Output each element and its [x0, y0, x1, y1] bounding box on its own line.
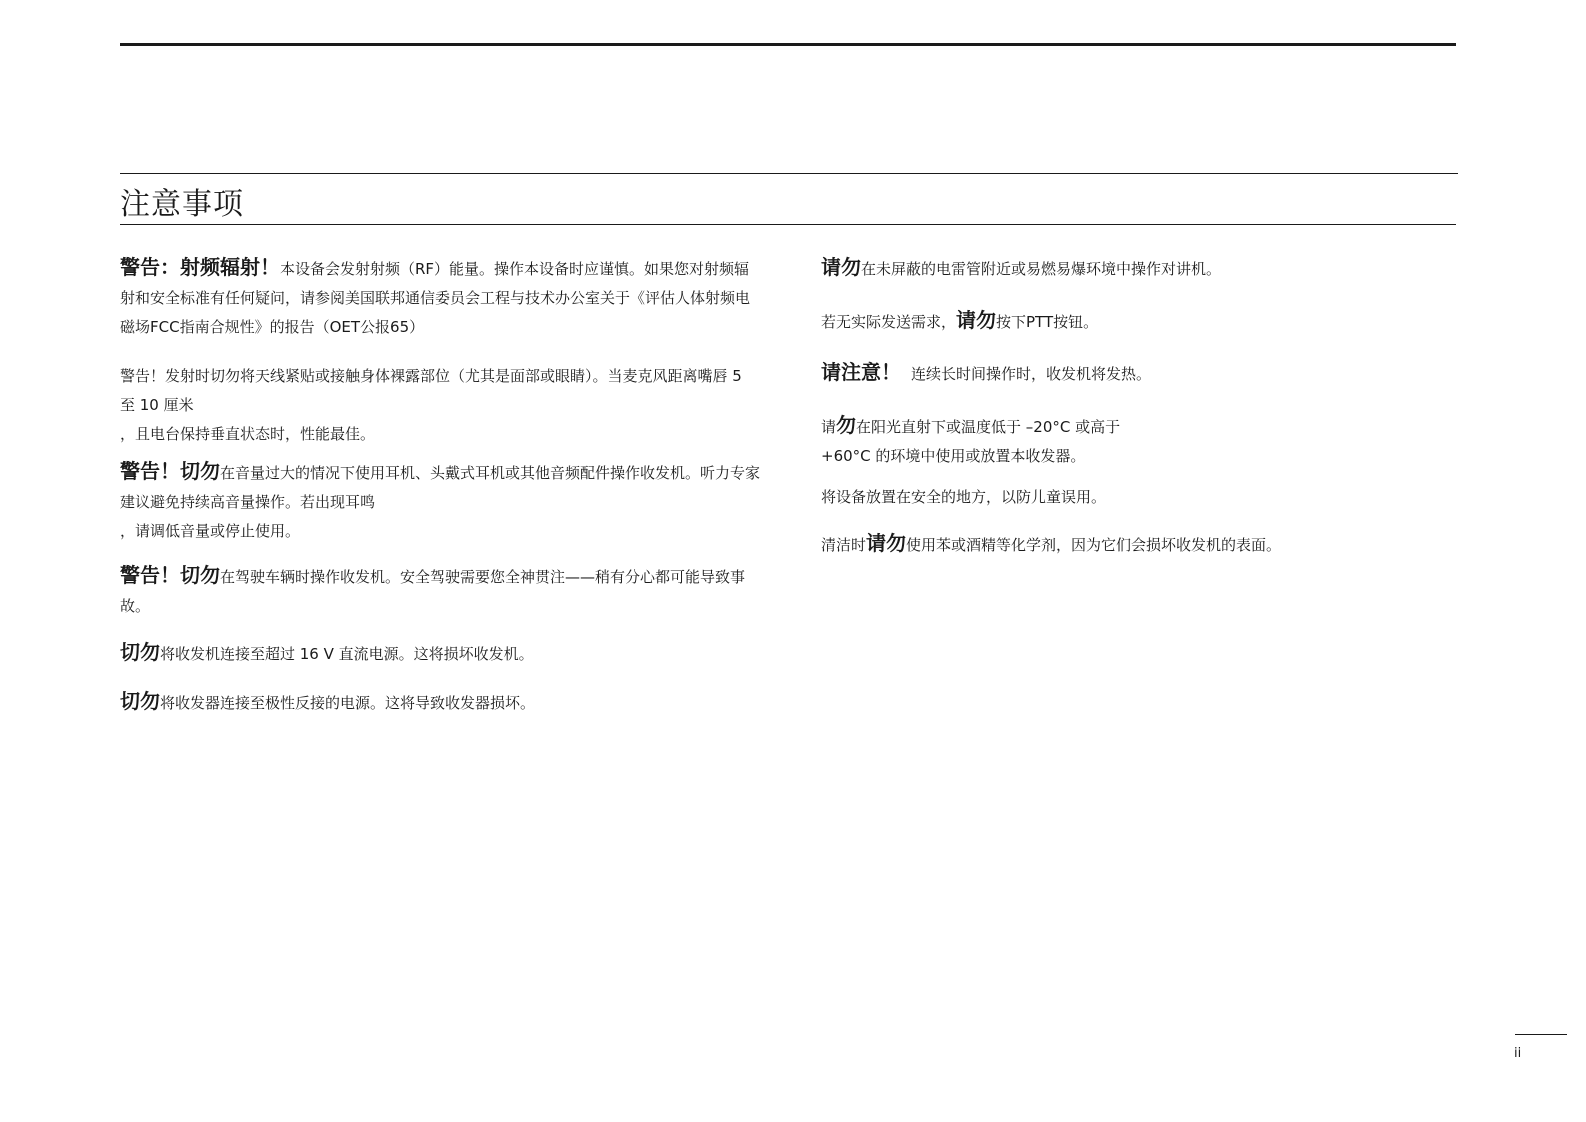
page-number-rule	[1515, 1034, 1567, 1035]
title-bottom-rule	[120, 224, 1456, 225]
caution-lead: 勿	[836, 413, 857, 437]
warning-lead: 警告！切勿	[120, 459, 220, 483]
antenna-warning	[120, 362, 760, 449]
warning-text: 在驾驶车辆时操作收发机。安全驾驶需要您全神贯注——稍有分心都可能导致事故。	[120, 568, 746, 615]
warning-lead: 警告！切勿	[120, 563, 220, 587]
ptt-caution	[821, 306, 1461, 337]
polarity-caution	[120, 687, 760, 718]
detonator-caution	[821, 253, 1461, 284]
caution-pre: 若无实际发送需求，	[821, 313, 957, 331]
cleaning-caution	[821, 529, 1461, 560]
warning-lead: 警告：射频辐射！	[120, 255, 280, 279]
header-rule	[120, 43, 1456, 46]
rf-radiation-warning	[120, 253, 756, 342]
note-text: 将设备放置在安全的地方，以防儿童误用。	[821, 488, 1107, 506]
caution-pre: 清洁时	[821, 536, 867, 554]
notice-lead: 请注意！	[821, 360, 901, 384]
page-title: 注意事项	[120, 187, 244, 222]
caution-text: 将收发机连接至超过 16 V 直流电源。这将损坏收发机。	[160, 645, 534, 663]
heat-notice	[821, 358, 1461, 389]
warning-continuation: ，且电台保持垂直状态时，性能最佳。	[120, 425, 376, 443]
caution-lead: 切勿	[120, 689, 160, 713]
caution-lead: 切勿	[120, 640, 160, 664]
driving-warning	[120, 561, 760, 621]
notice-text: 连续长时间操作时，收发机将发热。	[911, 365, 1152, 383]
warning-text: 本设备会发射射频（RF）能量。操作本设备时应谨慎。如果您对射频辐射和安全标准有任何疑问，请参阅美国联邦通信委员会工程与技术办公室关于《评估人体射频电磁场FCC指南合规性》的报告（OET公报65）	[120, 260, 751, 336]
caution-lead: 请勿	[956, 308, 997, 332]
caution-text: 在阳光直射下或温度低于 –20°C 或高于	[856, 418, 1121, 436]
caution-text: 使用苯或酒精等化学剂，因为它们会损坏收发机的表面。	[906, 536, 1282, 554]
caution-text: 按下PTT按钮。	[996, 313, 1099, 331]
warning-text: 发射时切勿将天线紧贴或接触身体裸露部位（尤其是面部或眼睛）。当麦克风距离嘴唇 5 至 10 厘米	[120, 367, 742, 414]
caution-lead: 请勿	[821, 255, 861, 279]
caution-text: 在未屏蔽的电雷管附近或易燃易爆环境中操作对讲机。	[861, 260, 1222, 278]
warning-lead: 警告！	[120, 367, 166, 385]
left-column	[120, 253, 760, 718]
title-top-rule	[120, 173, 1458, 174]
right-column	[821, 253, 1461, 560]
caution-lead: 请勿	[866, 531, 907, 555]
headphone-warning	[120, 457, 760, 546]
caution-pre: 请	[821, 418, 837, 436]
power-voltage-caution	[120, 638, 760, 669]
warning-continuation: ，请调低音量或停止使用。	[120, 522, 301, 540]
child-safety-note	[821, 483, 1461, 512]
caution-text: 将收发器连接至极性反接的电源。这将导致收发器损坏。	[160, 694, 536, 712]
temperature-caution	[821, 411, 1461, 471]
warning-text: 在音量过大的情况下使用耳机、头戴式耳机或其他音频配件操作收发机。听力专家建议避免持续高音量操作。若出现耳鸣	[120, 464, 761, 511]
page-number: ii	[1514, 1046, 1522, 1061]
caution-continuation: +60°C 的环境中使用或放置本收发器。	[821, 447, 1086, 465]
